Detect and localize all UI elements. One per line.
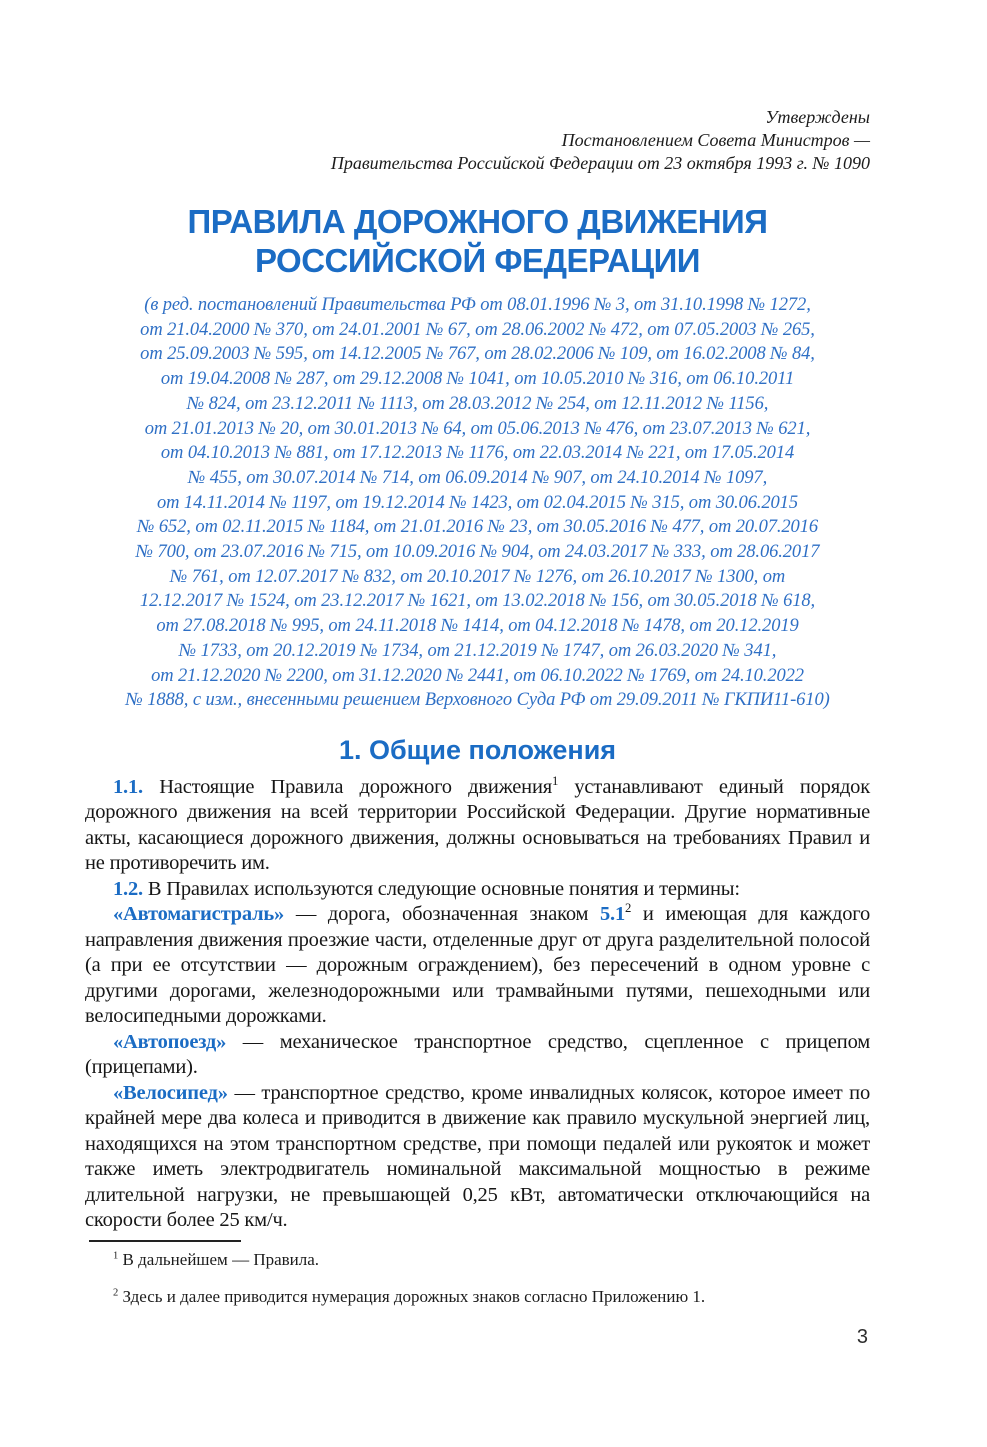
amendments-line: от 14.11.2014 № 1197, от 19.12.2014 № 1423, от 02.04.2015 № 315, от 30.06.2015 — [157, 492, 798, 513]
body-paragraph: 1.1. Настоящие Правила дорожного движения$^1$ устанавливают единый порядок дорожного движения на всей территории Российской Федерации. Другие нормативные акты, касающиеся дорожного движения, должны основываться на требованиях Правил и не противоречить им. — [85, 774, 870, 875]
body-paragraph: «Велосипед» — транспортное средство, кроме инвалидных колясок, которое имеет по крайней мере два колеса и приводится в движение как правило мускульной энергией лиц, находящихся на этом транспортном средстве, при помощи педалей или рукояток и может также иметь электродвигатель номинальной максимальной мощностью в режиме длительной нагрузки, не превышающей 0,25 кВт, автоматически отключающийся на скорости более 25 км/ч. — [85, 1081, 870, 1232]
term-highlight: 1.2. — [113, 877, 143, 900]
amendments-line: от 21.12.2020 № 2200, от 31.12.2020 № 2441, от 06.10.2022 № 1769, от 24.10.2022 — [151, 665, 804, 686]
section-heading: 1. Общие положения — [338, 734, 617, 765]
term-highlight: «Автомагистраль» — [113, 903, 285, 926]
title-line: ПРАВИЛА ДОРОЖНОГО ДВИЖЕНИЯ — [187, 203, 768, 240]
footnote-ref: 1 — [551, 774, 559, 789]
amendments-block — [85, 293, 870, 713]
body-text — [85, 775, 870, 1234]
amendments-line: № 824, от 23.12.2011 № 1113, от 28.03.2012 № 254, от 12.11.2012 № 1156, — [186, 393, 769, 414]
term-highlight: «Велосипед» — [113, 1081, 228, 1104]
term-highlight: «Автопоезд» — [113, 1030, 227, 1053]
amendments-line: от 21.04.2000 № 370, от 24.01.2001 № 67, от 28.06.2002 № 472, от 07.05.2003 № 265, — [140, 319, 815, 340]
amendments-line: № 1733, от 20.12.2019 № 1734, от 21.12.2019 № 1747, от 26.03.2020 № 341, — [178, 640, 777, 661]
footnote-ref: 2 — [625, 901, 632, 916]
term-highlight: 1.1. — [113, 775, 143, 798]
amendments-line: № 455, от 30.07.2014 № 714, от 06.09.2014 № 907, от 24.10.2014 № 1097, — [187, 467, 768, 488]
amendments-line: № 1888, с изм., внесенными решением Верховного Суда РФ от 29.09.2011 № ГКПИ11-610) — [125, 690, 830, 711]
page-number: 3 — [856, 1326, 868, 1348]
footnote-divider — [89, 1240, 241, 1242]
footnote-marker: 2 — [113, 1287, 119, 1299]
footnote-area — [85, 1240, 870, 1323]
approval-line: Постановлением Совета Министров — — [561, 130, 870, 150]
amendments-line: № 761, от 12.07.2017 № 832, от 20.10.2017 № 1276, от 26.10.2017 № 1300, от — [169, 566, 786, 587]
footnote: $^1$ В дальнейшем — Правила. — [113, 1250, 320, 1269]
amendments-line: № 700, от 23.07.2016 № 715, от 10.09.2016 № 904, от 24.03.2017 № 333, от 28.06.2017 — [135, 542, 820, 563]
amendments-line: от 27.08.2018 № 995, от 24.11.2018 № 1414, от 04.12.2018 № 1478, от 20.12.2019 — [156, 616, 799, 637]
footnote-marker: 1 — [113, 1250, 119, 1262]
footnote: $^2$ Здесь и далее приводится нумерация дорожных знаков согласно Приложению 1. — [113, 1287, 706, 1306]
title-line: РОССИЙСКОЙ ФЕДЕРАЦИИ — [254, 242, 701, 279]
amendments-line: № 652, от 02.11.2015 № 1184, от 21.01.2016 № 23, от 30.05.2016 № 477, от 20.07.2016 — [136, 517, 819, 538]
document-title — [85, 202, 870, 280]
amendments-line: от 25.09.2003 № 595, от 14.12.2005 № 767, от 28.02.2006 № 109, от 16.02.2008 № 84, — [140, 344, 815, 365]
body-paragraph: «Автопоезд» — механическое транспортное средство, сцепленное с прицепом (прицепами). — [85, 1030, 870, 1079]
approval-line: Правительства Российской Федерации от 23 октября 1993 г. № 1090 — [330, 153, 870, 173]
amendments-line: от 19.04.2008 № 287, от 29.12.2008 № 1041, от 10.05.2010 № 316, от 06.10.2011 — [160, 369, 795, 390]
body-paragraph: «Автомагистраль» — дорога, обозначенная знаком $5.1^2$ и имеющая для каждого направления движения проезжие части, отделенные друг от друга разделительной полосой (а при ее отсутствии — дорожным ограждением), без пересечений в одном уровне с другими дорогами, железнодорожными или трамвайными путями, пешеходными или велосипедными дорожками. — [85, 901, 871, 1028]
amendments-line: от 21.01.2013 № 20, от 30.01.2013 № 64, от 05.06.2013 № 476, от 23.07.2013 № 621, — [144, 418, 811, 439]
amendments-line: 12.12.2017 № 1524, от 23.12.2017 № 1621, от 13.02.2018 № 156, от 30.05.2018 № 618, — [139, 591, 816, 612]
term-highlight: 5.1 — [600, 903, 626, 926]
body-paragraph: 1.2. В Правилах используются следующие основные понятия и термины: — [113, 877, 740, 900]
footnote-list — [85, 1249, 870, 1308]
approval-line: Утверждены — [765, 107, 870, 127]
amendments-line: от 04.10.2013 № 881, от 17.12.2013 № 1176, от 22.03.2014 № 221, от 17.05.2014 — [160, 443, 795, 464]
approval-block — [0, 0, 987, 175]
amendments-line: (в ред. постановлений Правительства РФ от 08.01.1996 № 3, от 31.10.1998 № 1272, — [144, 295, 811, 315]
